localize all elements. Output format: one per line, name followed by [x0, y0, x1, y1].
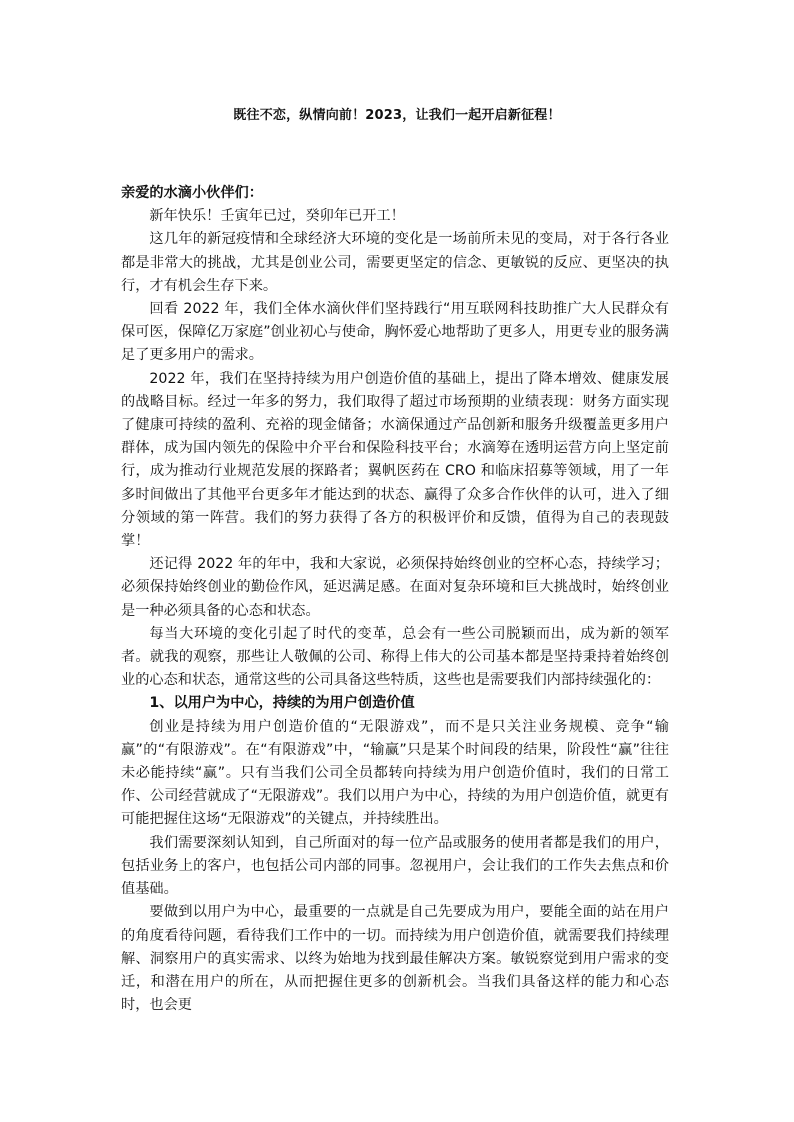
paragraph: 每当大环境的变化引起了时代的变革，总会有一些公司脱颖而出，成为新的领军者。就我的观察，那些让人敬佩的公司、称得上伟大的公司基本都是坚持秉持着始终创业的心态和状态，通常这些的公司具备这些特质，这些也是需要我们内部持续强化的： — [121, 625, 669, 689]
paragraph: 我们需要深刻认知到，自己所面对的每一位产品或服务的使用者都是我们的用户，包括业务上的客户，也包括公司内部的同事。忽视用户，会让我们的工作失去焦点和价值基础。 — [121, 834, 669, 898]
document-body — [121, 182, 669, 1017]
paragraph: 2022 年，我们在坚持持续为用户创造价值的基础上，提出了降本增效、健康发展的战略目标。经过一年多的努力，我们取得了超过市场预期的业绩表现：财务方面实现了健康可持续的盈利、充裕的现金储备；水滴保通过产品创新和服务升级覆盖更多用户群体，成为国内领先的保险中介平台和保险科技平台；水滴筹在透明运营方向上坚定前行，成为推动行业规范发展的探路者；翼帆医药在 CRO 和临床招募等领域，用了一年多时间做出了其他平台更多年才能达到的状态、赢得了众多合作伙伴的认可，进入了细分领域的第一阵营。我们的努力获得了各方的积极评价和反馈，值得为自己的表现鼓掌！ — [121, 370, 669, 550]
paragraph: 创业是持续为用户创造价值的“无限游戏”，而不是只关注业务规模、竞争“输赢”的“有限游戏”。在“有限游戏”中，“输赢”只是某个时间段的结果，阶段性“赢”往往未必能持续“赢”。只有当我们公司全员都转向持续为用户创造价值时，我们的日常工作、公司经营就成了“无限游戏”。我们以用户为中心，持续的为用户创造价值，就更有可能把握住这场“无限游戏”的关键点，并持续胜出。 — [121, 718, 669, 828]
section-heading: 1、以用户为中心，持续的为用户创造价值 — [149, 695, 415, 712]
salutation: 亲爱的水滴小伙伴们： — [121, 185, 263, 201]
paragraph: 新年快乐！壬寅年已过，癸卯年已开工！ — [149, 208, 405, 225]
document-title: 既往不恋，纵情向前！2023，让我们一起开启新征程！ — [233, 108, 561, 123]
paragraph: 回看 2022 年，我们全体水滴伙伴们坚持践行“用互联网科技助推广大人民群众有保可医，保障亿万家庭”创业初心与使命，胸怀爱心地帮助了更多人，用更专业的服务满足了更多用户的需求。 — [121, 301, 669, 364]
paragraph: 还记得 2022 年的年中，我和大家说，必须保持始终创业的空杯心态，持续学习；必须保持始终创业的勤俭作风，延迟满足感。在面对复杂环境和巨大挑战时，始终创业是一种必须具备的心态和状态。 — [121, 556, 669, 619]
paragraph: 要做到以用户为中心，最重要的一点就是自己先要成为用户，要能全面的站在用户的角度看待问题，看待我们工作中的一切。而持续为用户创造价值，就需要我们持续理解、洞察用户的真实需求、以终为始地为找到最佳解决方案。敏锐察觉到用户需求的变迁，和潜在用户的所在，从而把握住更多的创新机会。当我们具备这样的能力和心态时，也会更 — [121, 904, 669, 1014]
paragraph: 这几年的新冠疫情和全球经济大环境的变化是一场前所未见的变局，对于各行各业都是非常大的挑战，尤其是创业公司，需要更坚定的信念、更敏锐的反应、更坚决的执行，才有机会生存下来。 — [121, 231, 669, 294]
